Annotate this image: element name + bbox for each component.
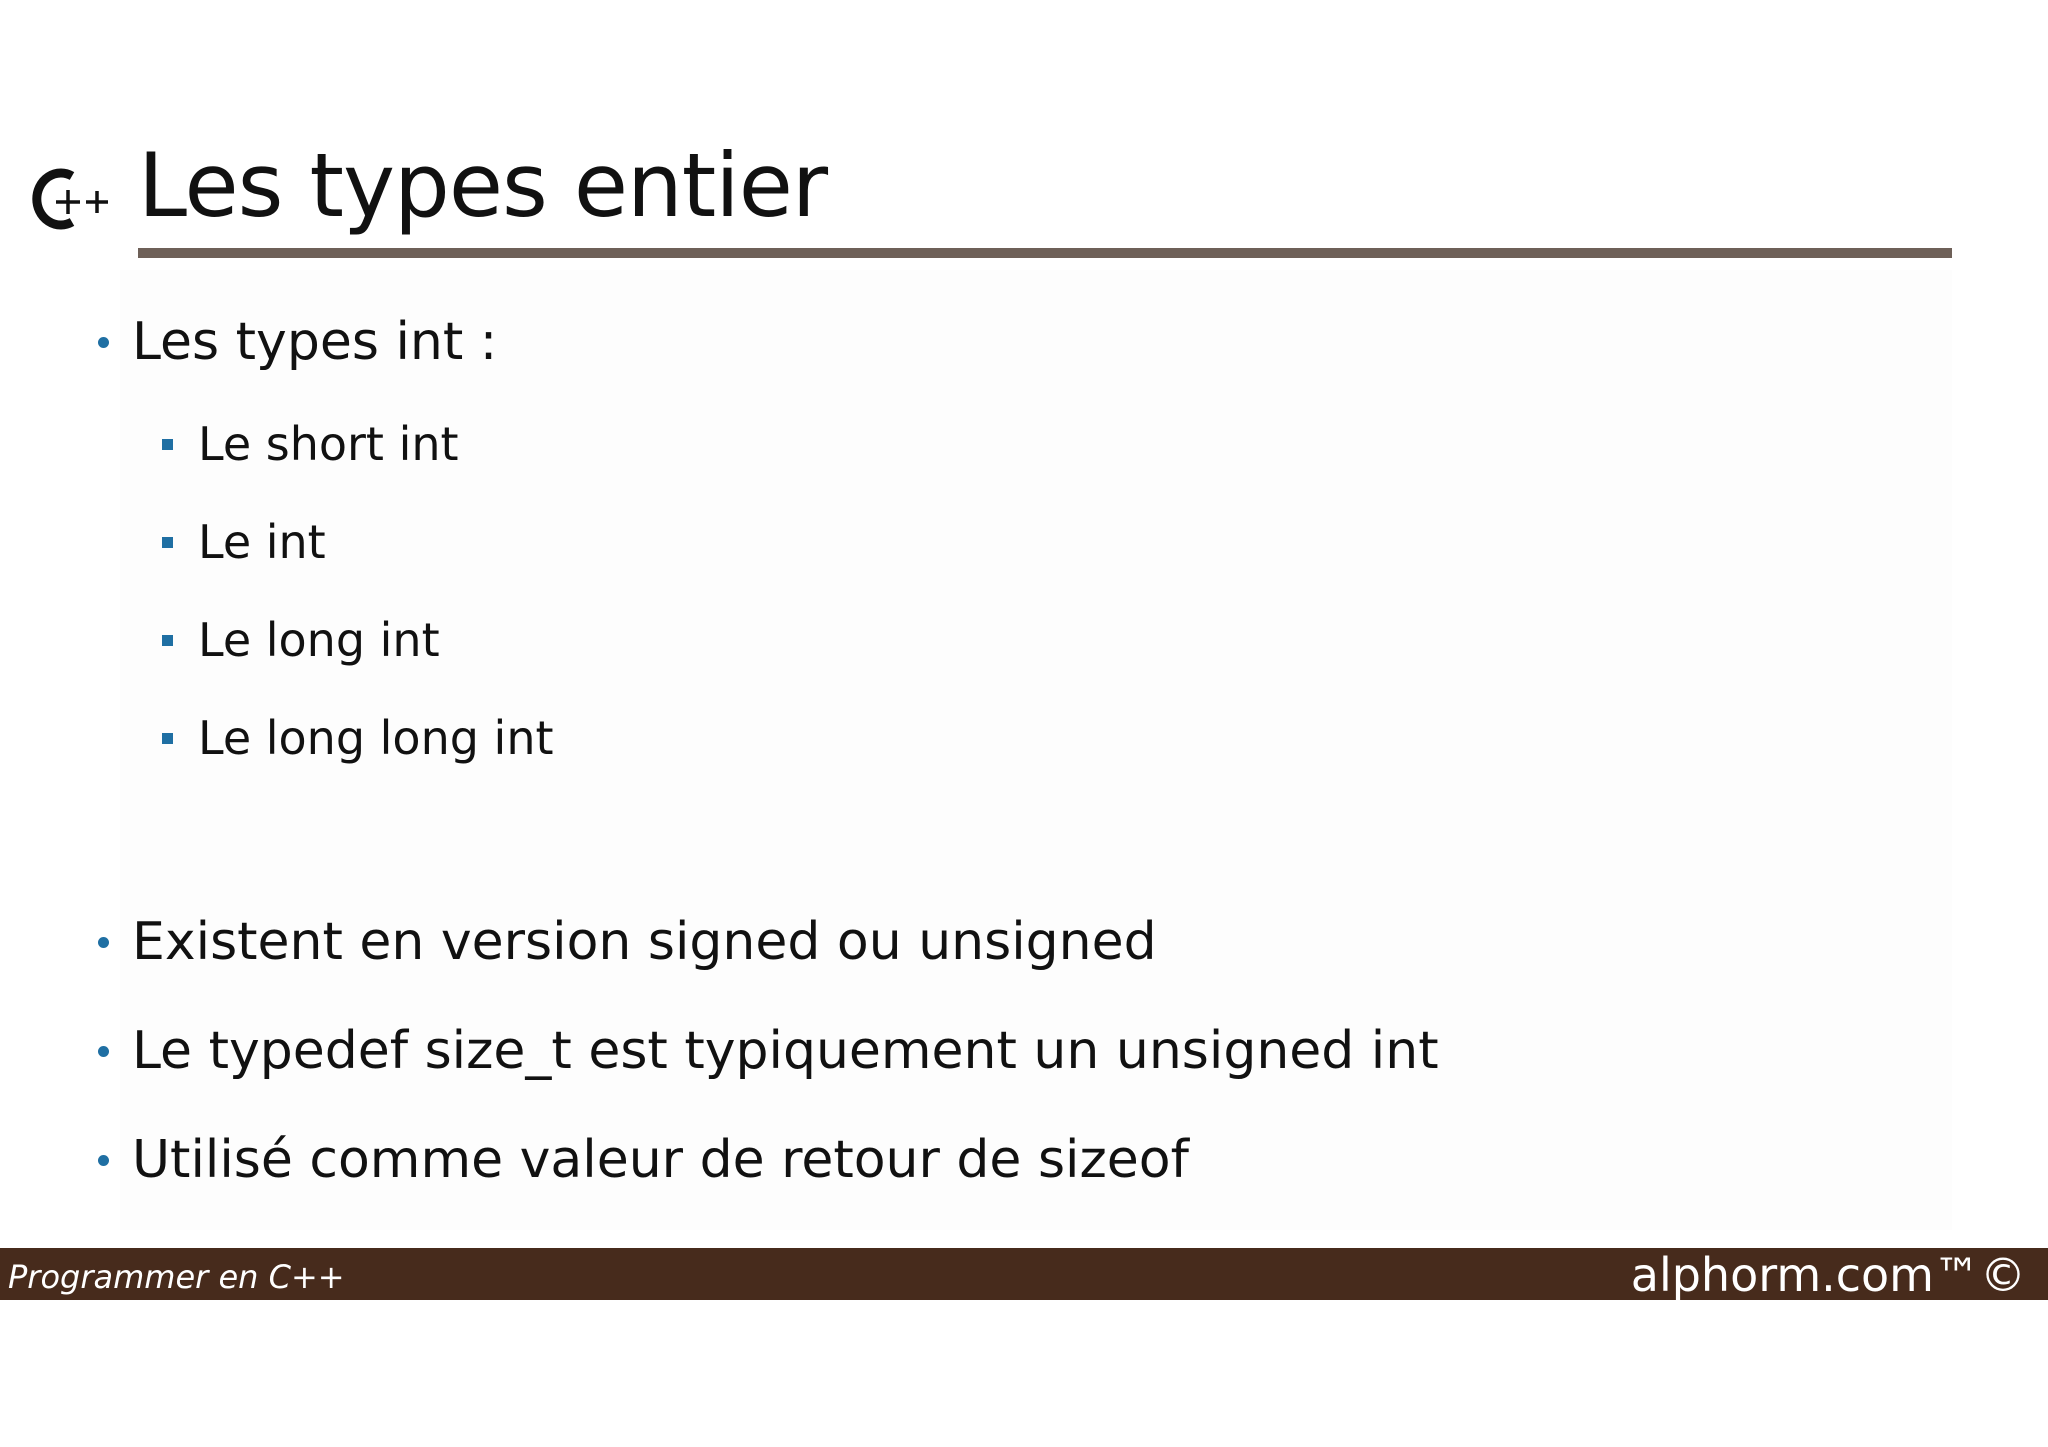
bullet-square-icon [162, 733, 173, 744]
bullet-square-icon [162, 439, 173, 450]
bullet-square-icon [162, 635, 173, 646]
sub-bullet-text: Le short int [198, 417, 459, 471]
page-title: Les types entier [138, 134, 828, 237]
cpp-logo-icon [28, 162, 118, 236]
sub-bullet-item [162, 515, 326, 569]
sub-bullet-item [162, 613, 440, 667]
sub-bullet-item [162, 417, 459, 471]
bullet-text: Le typedef size_t est typiquement un unsigned int [132, 1021, 1439, 1081]
bullet-text: Existent en version signed ou unsigned [132, 912, 1157, 972]
footer-bar [0, 1248, 2048, 1300]
sub-bullet-text: Le int [198, 515, 326, 569]
bullet-item [98, 312, 497, 372]
bullet-item [98, 912, 1157, 972]
sub-bullet-item [162, 711, 554, 765]
title-underline [138, 248, 1952, 258]
bullet-dot-icon [98, 937, 109, 948]
footer-course-title: Programmer en C++ [8, 1258, 345, 1296]
bullet-dot-icon [98, 1155, 109, 1166]
sub-bullet-text: Le long long int [198, 711, 554, 765]
bullet-dot-icon [98, 337, 109, 348]
footer-brand: alphorm.com™© [1630, 1248, 2026, 1302]
sub-bullet-text: Le long int [198, 613, 440, 667]
bullet-dot-icon [98, 1046, 109, 1057]
bullet-square-icon [162, 537, 173, 548]
bullet-item [98, 1021, 1439, 1081]
bullet-text: Utilisé comme valeur de retour de sizeof [132, 1130, 1189, 1190]
bullet-item [98, 1130, 1189, 1190]
bullet-text: Les types int : [132, 312, 498, 372]
